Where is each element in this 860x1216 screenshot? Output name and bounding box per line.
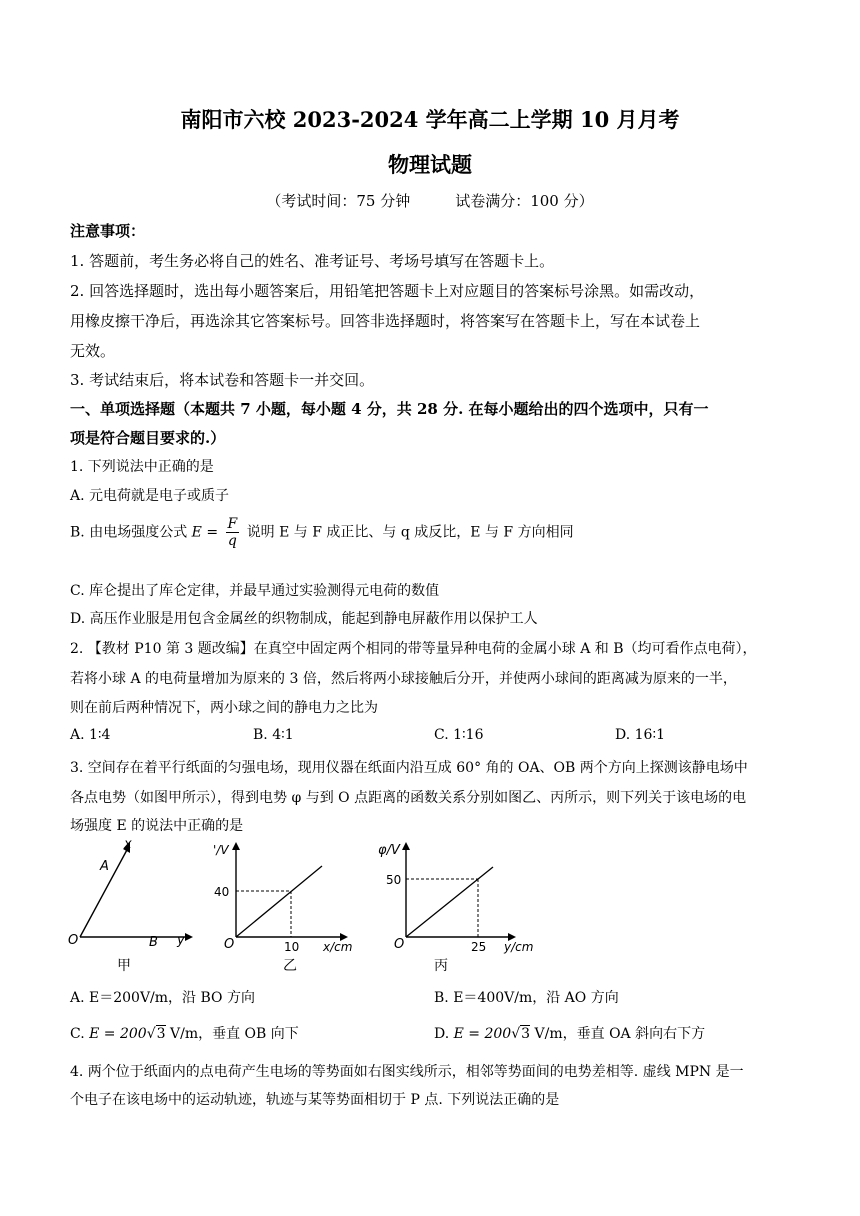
section-heading-cont: 项是符合题目要求的.） (70, 429, 226, 447)
fig-jia-a-label: A (100, 859, 109, 874)
q3-option-d (434, 1023, 705, 1043)
arrow-icon (232, 842, 240, 850)
q3-line: 3. 空间存在着平行纸面的匀强电场，现用仪器在纸面内沿互成 60° 角的 OA、OB 两个方向上探测该静电场中 (70, 760, 748, 776)
sqrt-icon: √ (511, 1026, 521, 1042)
fraction-denominator: q (227, 533, 237, 549)
exam-subject: 物理试题 (388, 152, 472, 177)
q3-option-a: A. E＝200V/m，沿 BO 方向 (70, 990, 255, 1006)
q1-option-a: A. 元电荷就是电子或质子 (70, 488, 230, 504)
q3-line: 各点电势（如图甲所示），得到电势 φ 与到 O 点距离的函数关系分别如图乙、丙所示，则下列关于该电场的电 (70, 790, 747, 806)
fig-jia-x-label: x (124, 837, 132, 852)
q2-line: 则在前后两种情况下，两小球之间的静电力之比为 (70, 700, 378, 716)
fig-yi-caption: 乙 (283, 958, 297, 974)
fig-jia-b-label: B (149, 935, 158, 950)
fig-yi-x-value: 10 (284, 940, 300, 954)
q2-option-a: A. 1∶4 (70, 727, 111, 743)
q1-stem: 1. 下列说法中正确的是 (70, 459, 214, 475)
q1-option-c: C. 库仑提出了库仑定律，并最早通过实验测得元电荷的数值 (70, 583, 440, 599)
fig-jia-o-label: O (68, 933, 79, 948)
q1-b-prefix: B. 由电场强度公式 (70, 524, 188, 541)
note-line: 1. 答题前，考生务必将自己的姓名、准考证号、考场号填写在答题卡上。 (70, 252, 555, 270)
q1-b-eq: E = (191, 524, 219, 541)
radicand: 3 (521, 1026, 531, 1042)
q3-option-c (70, 1023, 299, 1043)
fig-yi-y-value: 40 (214, 885, 230, 899)
q3-d-prefix: D. (434, 1026, 450, 1042)
q1-option-b (70, 516, 574, 549)
exam-info: （考试时间：75 分钟 试卷满分：100 分） (266, 192, 594, 210)
radicand: 3 (156, 1026, 166, 1042)
exam-title: 南阳市六校 2023-2024 学年高二上学期 10 月月考 (180, 107, 680, 132)
fig-bing-x-label: y/cm (504, 940, 534, 954)
fraction (226, 516, 240, 549)
fig-jia-y-label: y (177, 933, 185, 948)
fig-bing-x-value: 25 (471, 940, 487, 954)
q2-option-b: B. 4∶1 (253, 727, 294, 743)
fig-yi-origin: O (224, 937, 235, 952)
note-line: 用橡皮擦干净后，再选涂其它答案标号。回答非选择题时，将答案写在答题卡上，写在本试卷上 (70, 312, 701, 330)
q2-option-c: C. 1∶16 (434, 727, 484, 743)
fraction-numerator: F (227, 516, 238, 532)
figure-jia (60, 836, 200, 976)
q3-c-eq: E = 200 (89, 1026, 147, 1042)
fig-bing-y-value: 50 (386, 873, 402, 887)
phi-line (236, 866, 322, 937)
fig-bing-y-label: φ/V (378, 843, 400, 858)
arrow-icon (402, 842, 410, 850)
q3-c-suffix: V/m，垂直 OB 向下 (170, 1026, 299, 1042)
q2-line: 若将小球 A 的电荷量增加为原来的 3 倍，然后将两小球接触后分开，并使两小球间的距离减为原来的一半， (70, 671, 737, 687)
q3-option-b: B. E＝400V/m，沿 AO 方向 (434, 990, 619, 1006)
q3-d-eq: E = 200 (453, 1026, 512, 1042)
phi-line (406, 867, 493, 937)
note-line: 无效。 (70, 342, 116, 360)
section-heading: 一、单项选择题（本题共 7 小题，每小题 4 分，共 28 分. 在每小题给出的四个选项中，只有一 (70, 400, 709, 418)
fig-yi-x-label: x/cm (323, 940, 353, 954)
q1-b-suffix: 说明 E 与 F 成正比、与 q 成反比，E 与 F 方向相同 (246, 524, 574, 541)
q3-line: 场强度 E 的说法中正确的是 (70, 818, 244, 834)
note-line: 2. 回答选择题时，选出每小题答案后，用铅笔把答题卡上对应题目的答案标号涂黑。如需改动， (70, 282, 705, 300)
figure-bing (378, 836, 538, 976)
arrow-icon (185, 933, 193, 941)
fig-jia-caption: 甲 (117, 958, 131, 974)
q4-line: 个电子在该电场中的运动轨迹，轨迹与某等势面相切于 P 点. 下列说法正确的是 (70, 1092, 560, 1108)
q1-option-d: D. 高压作业服是用包含金属丝的织物制成，能起到静电屏蔽作用以保护工人 (70, 611, 538, 627)
notes-heading: 注意事项： (70, 222, 146, 240)
fig-yi-y-label: '/V (213, 843, 229, 857)
fig-bing-caption: 丙 (434, 958, 448, 974)
q2-line: 2. 【教材 P10 第 3 题改编】在真空中固定两个相同的带等量异种电荷的金属小球 A 和 B（均可看作点电荷）， (70, 641, 757, 657)
figure-yi (210, 836, 360, 976)
sqrt-icon: √ (146, 1026, 156, 1042)
fig-bing-origin: O (394, 937, 405, 952)
q4-line: 4. 两个位于纸面内的点电荷产生电场的等势面如右图实线所示，相邻等势面间的电势差相等. 虚线 MPN 是一 (70, 1064, 744, 1080)
q2-option-d: D. 16∶1 (615, 727, 665, 743)
q3-d-suffix: V/m，垂直 OA 斜向右下方 (534, 1026, 706, 1042)
q3-c-prefix: C. (70, 1026, 85, 1042)
note-line: 3. 考试结束后，将本试卷和答题卡一并交回。 (70, 371, 375, 389)
